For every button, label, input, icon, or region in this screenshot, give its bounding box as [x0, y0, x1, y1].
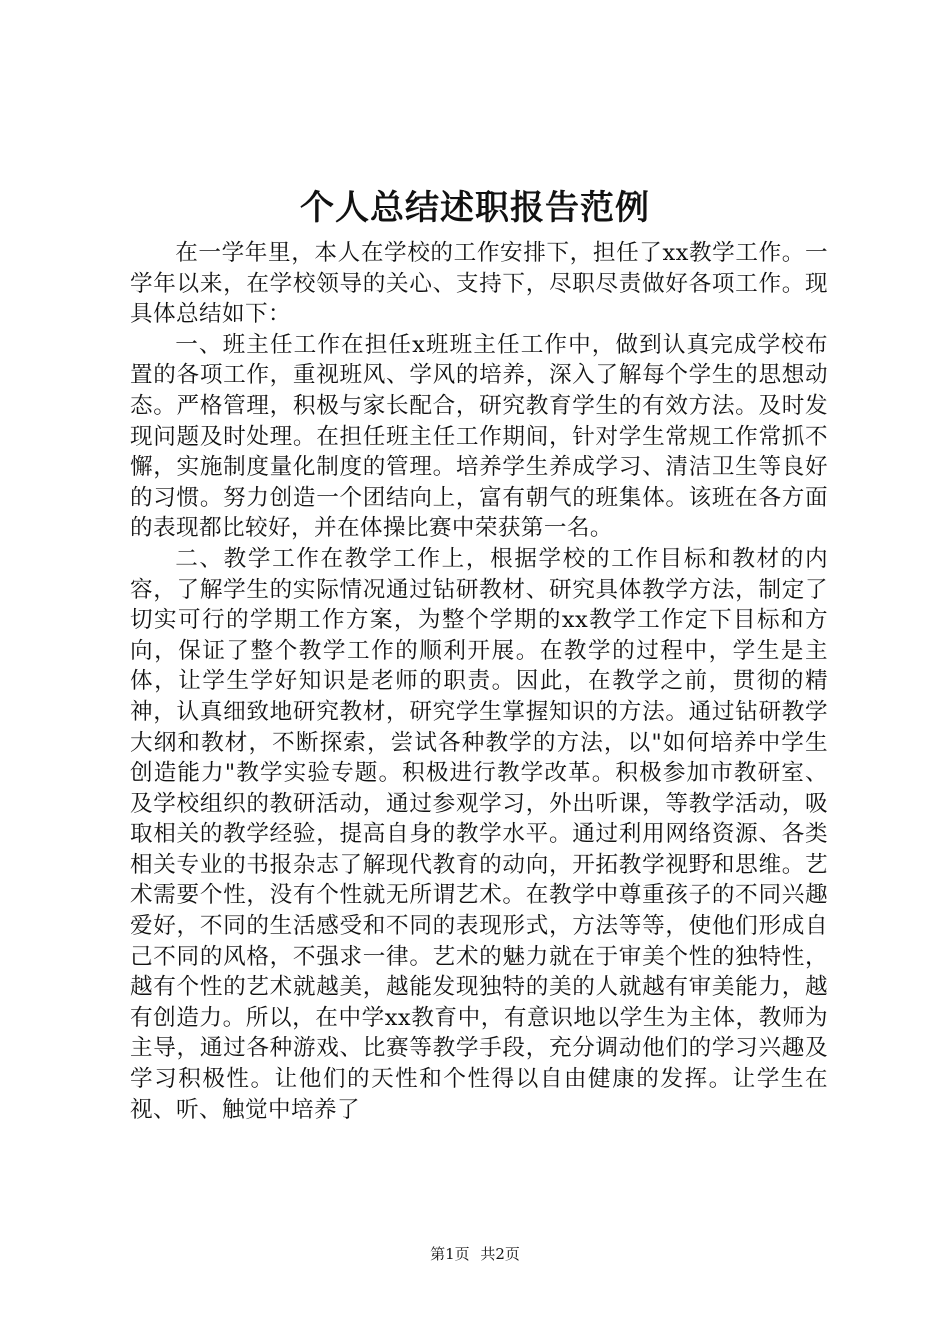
page-number-current: 第1页 [430, 1245, 470, 1263]
document-title: 个人总结述职报告范例 [300, 188, 650, 228]
document-body [130, 238, 828, 1125]
paragraph-intro: 在一学年里，本人在学校的工作安排下，担任了xx教学工作。一学年以来，在学校领导的关心、支持下，尽职尽责做好各项工作。现具体总结如下： [130, 240, 828, 328]
paragraph-teaching-work: 二、教学工作在教学工作上，根据学校的工作目标和教材的内容，了解学生的实际情况通过钻研教材、研究具体教学方法，制定了切实可行的学期工作方案，为整个学期的xx教学工作定下目标和方向，保证了整个教学工作的顺利开展。在教学的过程中，学生是主体，让学生学好知识是老师的职责。因此，在教学之前，贯彻的精神，认真细致地研究教材，研究学生掌握知识的方法。通过钻研教学大纲和教材，不断探索，尝试各种教学的方法，以"如何培养中学生创造能力"教学实验专题。积极进行教学改革。积极参加市教研室、及学校组织的教研活动，通过参观学习，外出听课，等教学活动，吸取相关的教学经验，提高自身的教学水平。通过利用网络资源、各类相关专业的书报杂志了解现代教育的动向，开拓教学视野和思维。艺术需要个性，没有个性就无所谓艺术。在教学中尊重孩子的不同兴趣爱好，不同的生活感受和不同的表现形式，方法等等，使他们形成自己不同的风格，不强求一律。艺术的魅力就在于审美个性的独特性，越有个性的艺术就越美，越能发现独特的美的人就越有审美能力，越有创造力。所以，在中学xx教育中，有意识地以学生为主体，教师为主导，通过各种游戏、比赛等教学手段，充分调动他们的学习兴趣及学习积极性。让他们的天性和个性得以自由健康的发挥。让学生在视、听、触觉中培养了 [130, 545, 828, 1123]
page-number-total: 共2页 [480, 1245, 520, 1263]
page-footer [0, 1242, 950, 1266]
paragraph-class-teacher-work: 一、班主任工作在担任x班班主任工作中，做到认真完成学校布置的各项工作，重视班风、学风的培养，深入了解每个学生的思想动态。严格管理，积极与家长配合，研究教育学生的有效方法。及时发现问题及时处理。在担任班主任工作期间，针对学生常规工作常抓不懈，实施制度量化制度的管理。培养学生养成学习、清洁卫生等良好的习惯。努力创造一个团结向上，富有朝气的班集体。该班在各方面的表现都比较好，并在体操比赛中荣获第一名。 [130, 331, 828, 542]
